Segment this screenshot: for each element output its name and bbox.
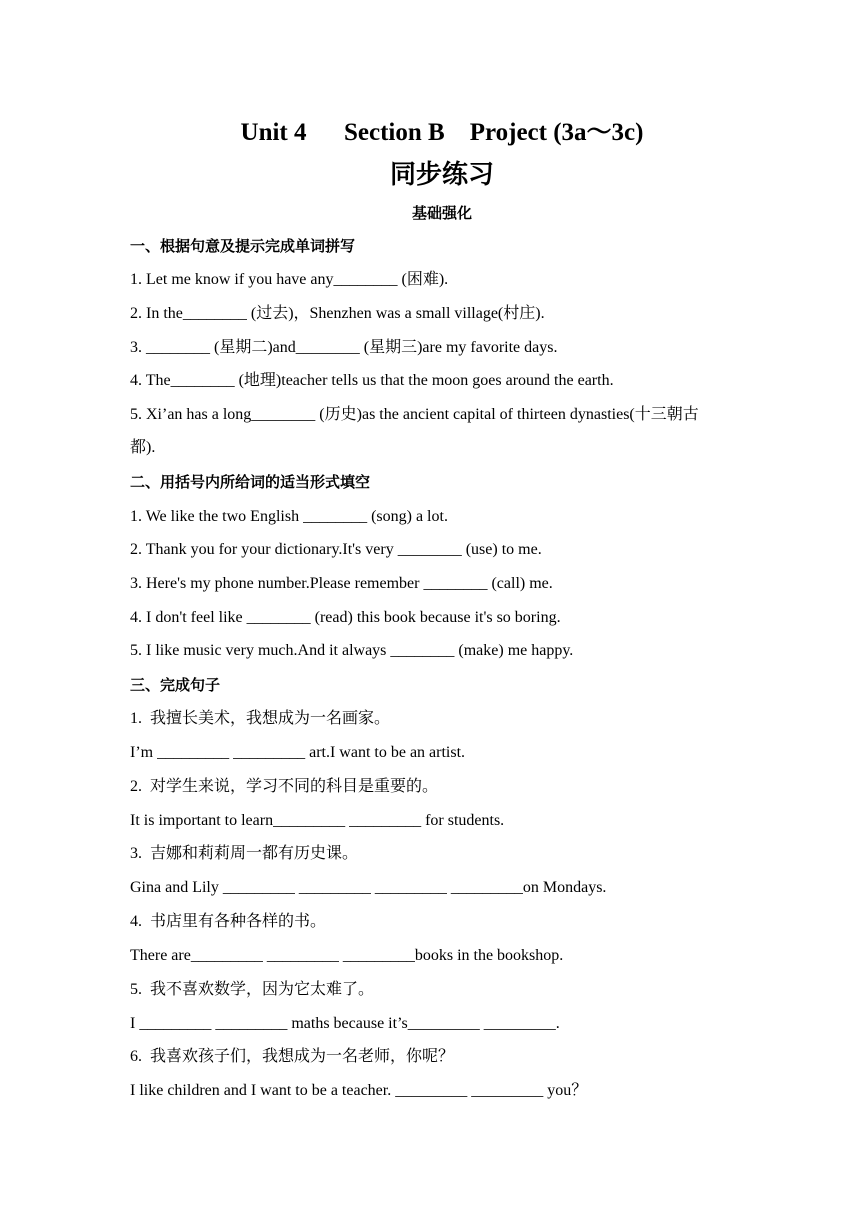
section-3-answer-3: Gina and Lily _________ _________ _________ _________on Mondays.: [130, 879, 607, 896]
section-2-item-2: 2. Thank you for your dictionary.It's very ________ (use) to me.: [130, 541, 542, 558]
level-heading: 基础强化: [411, 204, 472, 222]
section-2-heading: 二、用括号内所给词的适当形式填空: [130, 473, 371, 491]
page-subtitle: 同步练习: [389, 160, 494, 190]
section-1-item-2: 2. In the________ (过去)，Shenzhen was a small village(村庄).: [130, 305, 545, 322]
section-2-item-1: 1. We like the two English ________ (song) a lot.: [130, 508, 448, 525]
section-3-answer-4: There are_________ _________ _________books in the bookshop.: [130, 947, 564, 964]
section-2-item-5: 5. I like music very much.And it always ________ (make) me happy.: [130, 642, 574, 659]
section-3-prompt-6: 6. 我喜欢孩子们，我想成为一名老师，你呢？: [130, 1048, 455, 1065]
section-3-prompt-5: 5. 我不喜欢数学，因为它太难了。: [130, 981, 375, 998]
section-3-answer-2: It is important to learn_________ _________ for students.: [130, 812, 505, 829]
section-1-item-5-cont: 都).: [130, 439, 156, 456]
section-3-prompt-3: 3. 吉娜和莉莉周一都有历史课。: [130, 845, 359, 862]
section-3-heading: 三、完成句子: [130, 676, 221, 694]
section-3-prompt-4: 4. 书店里有各种各样的书。: [130, 913, 327, 930]
section-3-answer-5: I _________ _________ maths because it’s_________ _________.: [130, 1015, 560, 1032]
section-2-item-4: 4. I don't feel like ________ (read) this book because it's so boring.: [130, 609, 561, 626]
section-1-heading: 一、根据句意及提示完成单词拼写: [130, 237, 356, 255]
section-1-item-5: 5. Xi’an has a long________ (历史)as the ancient capital of thirteen dynasties(十三朝古: [130, 406, 699, 423]
section-1-item-1: 1. Let me know if you have any________ (困难).: [130, 271, 449, 288]
section-1-item-3: 3. ________ (星期二)and________ (星期三)are my favorite days.: [130, 339, 558, 356]
section-3-answer-6: I like children and I want to be a teacher. _________ _________ you？: [130, 1082, 588, 1099]
page-title: Unit 4 Section B Project (3a～3c): [240, 119, 644, 146]
section-3-prompt-2: 2. 对学生来说，学习不同的科目是重要的。: [130, 778, 439, 795]
section-3-answer-1: I’m _________ _________ art.I want to be an artist.: [130, 744, 466, 761]
section-1-item-4: 4. The________ (地理)teacher tells us that the moon goes around the earth.: [130, 372, 614, 389]
section-2-item-3: 3. Here's my phone number.Please remember ________ (call) me.: [130, 575, 553, 592]
section-3-prompt-1: 1. 我擅长美术，我想成为一名画家。: [130, 710, 391, 727]
